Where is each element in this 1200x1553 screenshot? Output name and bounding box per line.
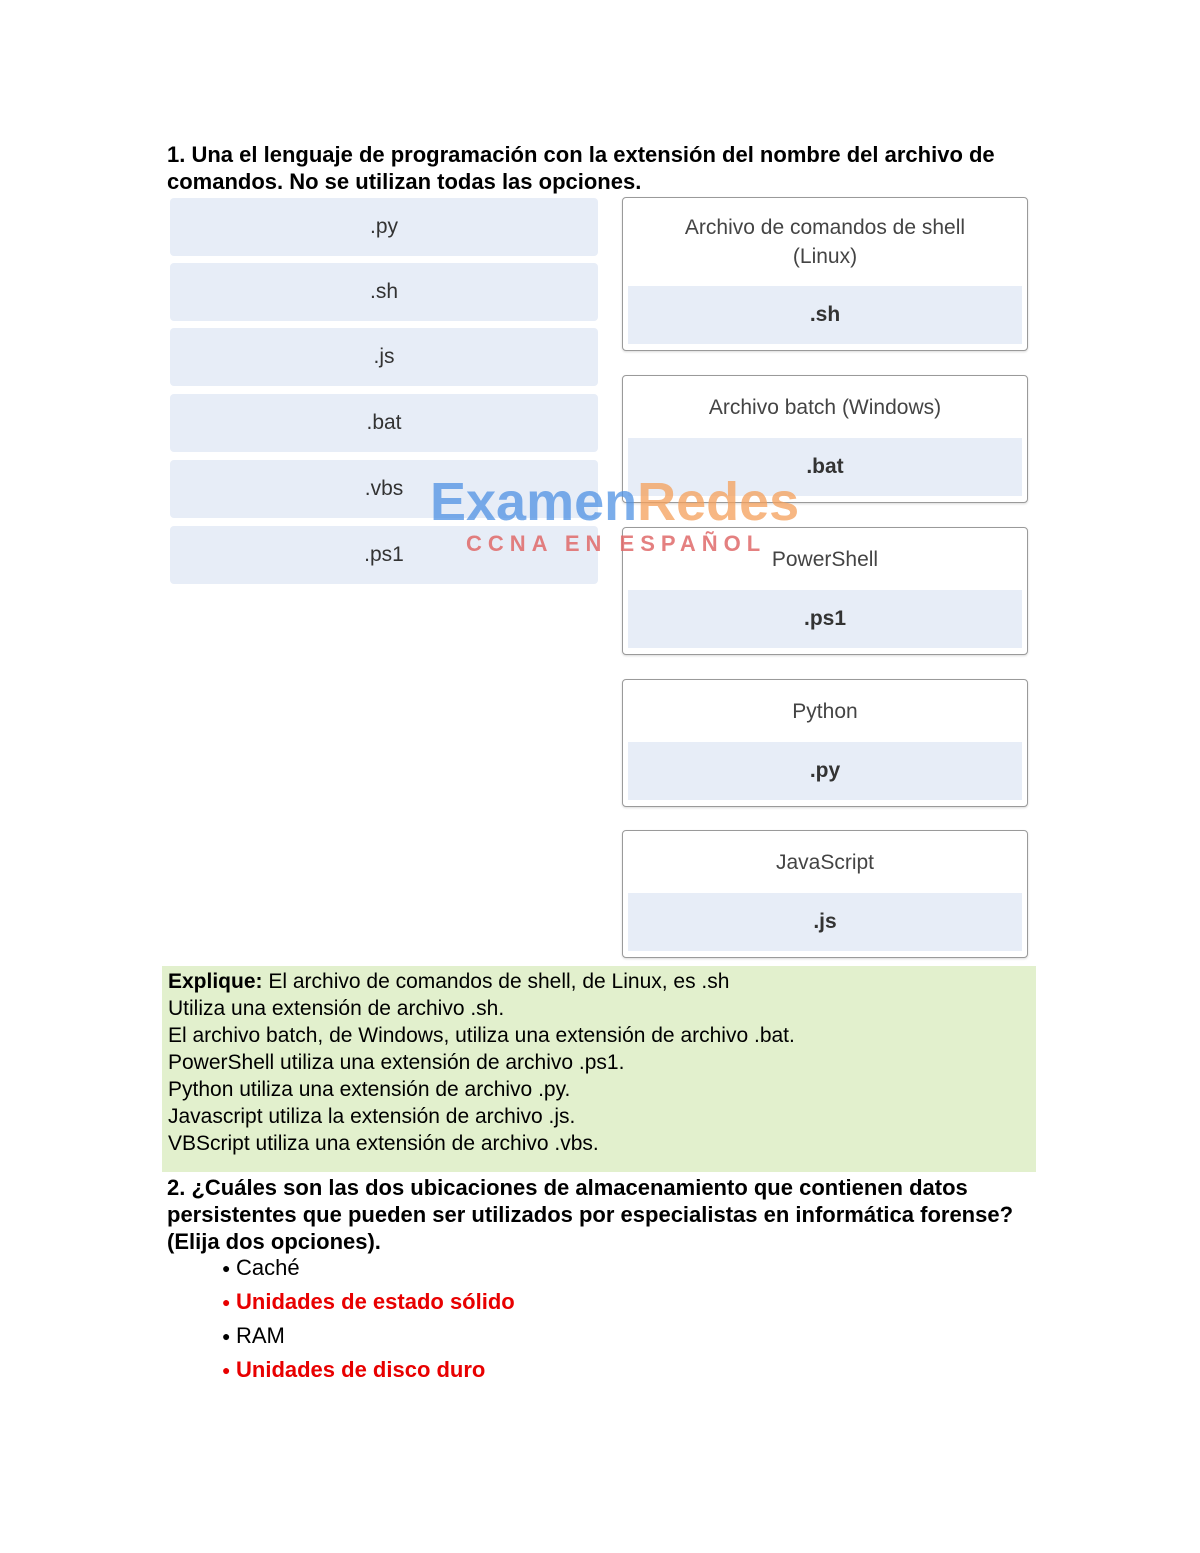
option-vbs[interactable]: .vbs (170, 460, 598, 518)
target-label: Archivo de comandos de shell (Linux) (684, 216, 966, 268)
answer-item: ● Caché (222, 1255, 300, 1280)
target-label: Python (792, 699, 858, 723)
target-label: Archivo batch (Windows) (708, 395, 942, 419)
bullet-icon: ● (222, 1362, 231, 1378)
watermark-subtitle: CCNA EN ESPAÑOL (466, 531, 767, 556)
target-drop-zone[interactable]: .js (628, 893, 1022, 951)
watermark-word-examen: Examen (430, 472, 638, 532)
target-label: JavaScript (775, 850, 875, 874)
option-js[interactable]: .js (170, 328, 598, 386)
explanation-line: VBScript utiliza una extensión de archivo .vbs. (168, 1132, 599, 1155)
explanation-heading: Explique: (168, 970, 263, 993)
option-py[interactable]: .py (170, 198, 598, 256)
option-ps1[interactable]: .ps1 (170, 526, 598, 584)
watermark-word-redes: Redes (637, 472, 800, 532)
answer-item: ● RAM (222, 1323, 285, 1348)
explanation-box (162, 966, 1036, 1172)
target-drop-zone[interactable]: .bat (628, 438, 1022, 496)
explanation-line: PowerShell utiliza una extensión de archivo .ps1. (168, 1051, 625, 1074)
bullet-icon: ● (222, 1328, 231, 1344)
answer-item-correct: ● Unidades de estado sólido (222, 1289, 515, 1314)
explanation-first-line (168, 968, 1030, 995)
target-javascript (622, 830, 1028, 958)
explanation-line: Javascript utiliza la extensión de archivo .js. (168, 1105, 576, 1128)
target-batch-windows (622, 375, 1028, 503)
option-sh[interactable]: .sh (170, 263, 598, 321)
explanation-line: Utiliza una extensión de archivo .sh. (168, 997, 505, 1020)
target-powershell (622, 527, 1028, 655)
answer-list (222, 1255, 515, 1391)
question-1-title: 1. Una el lenguaje de programación con la extensión del nombre del archivo de comandos. No se utilizan todas las opciones. (167, 142, 995, 194)
target-python (622, 679, 1028, 807)
question-2-title: 2. ¿Cuáles son las dos ubicaciones de almacenamiento que contienen datos persistentes que pueden ser utilizados por especialistas en informática forense? (Elija dos opciones). (167, 1175, 1014, 1254)
explanation-line: Python utiliza una extensión de archivo .py. (168, 1078, 571, 1101)
target-drop-zone[interactable]: .ps1 (628, 590, 1022, 648)
answer-item-correct: ● Unidades de disco duro (222, 1357, 486, 1382)
target-drop-zone[interactable]: .sh (628, 286, 1022, 344)
target-drop-zone[interactable]: .py (628, 742, 1022, 800)
option-bat[interactable]: .bat (170, 394, 598, 452)
explanation-text: El archivo de comandos de shell, de Linux, es .sh (262, 970, 730, 993)
target-shell-linux (622, 197, 1028, 351)
bullet-icon: ● (222, 1294, 231, 1310)
bullet-icon: ● (222, 1260, 231, 1276)
target-label: PowerShell (771, 547, 879, 571)
explanation-line: El archivo batch, de Windows, utiliza una extensión de archivo .bat. (168, 1024, 795, 1047)
